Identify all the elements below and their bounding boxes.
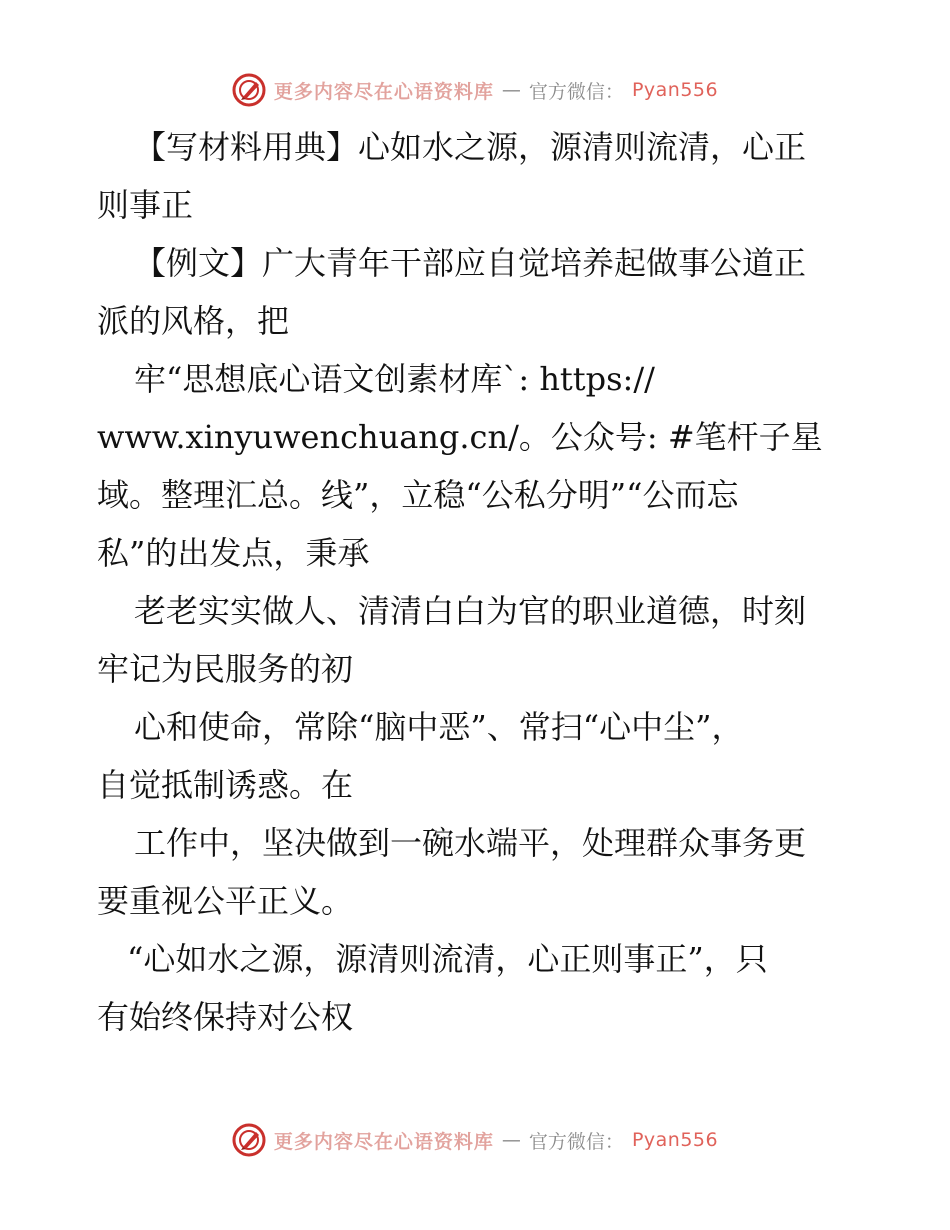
text-line: 【写材料用典】心如水之源，源清则流清，心正 <box>134 128 807 166</box>
watermark-wechat-label: 官方微信： <box>528 1130 624 1153</box>
text-line: 老老实实做人、清清白白为官的职业道德，时刻 <box>134 592 807 630</box>
text-line: 要重视公平正义。 <box>97 882 354 920</box>
watermark-title: 更多内容尽在心语资料库 <box>273 80 494 103</box>
footer-watermark <box>0 1120 950 1160</box>
watermark-title: 更多内容尽在心语资料库 <box>273 1130 494 1153</box>
text-line: 牢记为民服务的初 <box>97 650 354 688</box>
text-line: 私”的出发点，秉承 <box>97 534 370 572</box>
watermark-wechat-id: Pyan556 <box>631 79 719 101</box>
document-body <box>97 118 857 1046</box>
text-line: 【例文】广大青年干部应自觉培养起做事公道正 <box>134 244 807 282</box>
text-line: 有始终保持对公权 <box>97 998 354 1036</box>
text-line: 则事正 <box>97 186 194 224</box>
text-line: 牢“思想底心语文创素材库`: https:// <box>134 360 655 398</box>
watermark-wechat-label: 官方微信： <box>528 80 624 103</box>
text-line: 域。整理汇总。线”，立稳“公私分明”“公而忘 <box>97 476 739 514</box>
pen-logo-icon <box>232 73 266 107</box>
text-line: “心如水之源，源清则流清，心正则事正”，只 <box>127 940 768 978</box>
text-line: 工作中，坚决做到一碗水端平，处理群众事务更 <box>134 824 807 862</box>
watermark-dash: — <box>501 79 521 101</box>
header-watermark <box>0 70 950 110</box>
text-line: 自觉抵制诱惑。在 <box>97 766 354 804</box>
text-line: www.xinyuwenchuang.cn/。公众号: #笔杆子星 <box>97 418 823 456</box>
watermark-dash: — <box>501 1129 521 1151</box>
watermark-wechat-id: Pyan556 <box>631 1129 719 1151</box>
pen-logo-icon <box>232 1123 266 1157</box>
text-line: 心和使命，常除“脑中恶”、常扫“心中尘”， <box>134 708 744 746</box>
text-line: 派的风格，把 <box>97 302 290 340</box>
